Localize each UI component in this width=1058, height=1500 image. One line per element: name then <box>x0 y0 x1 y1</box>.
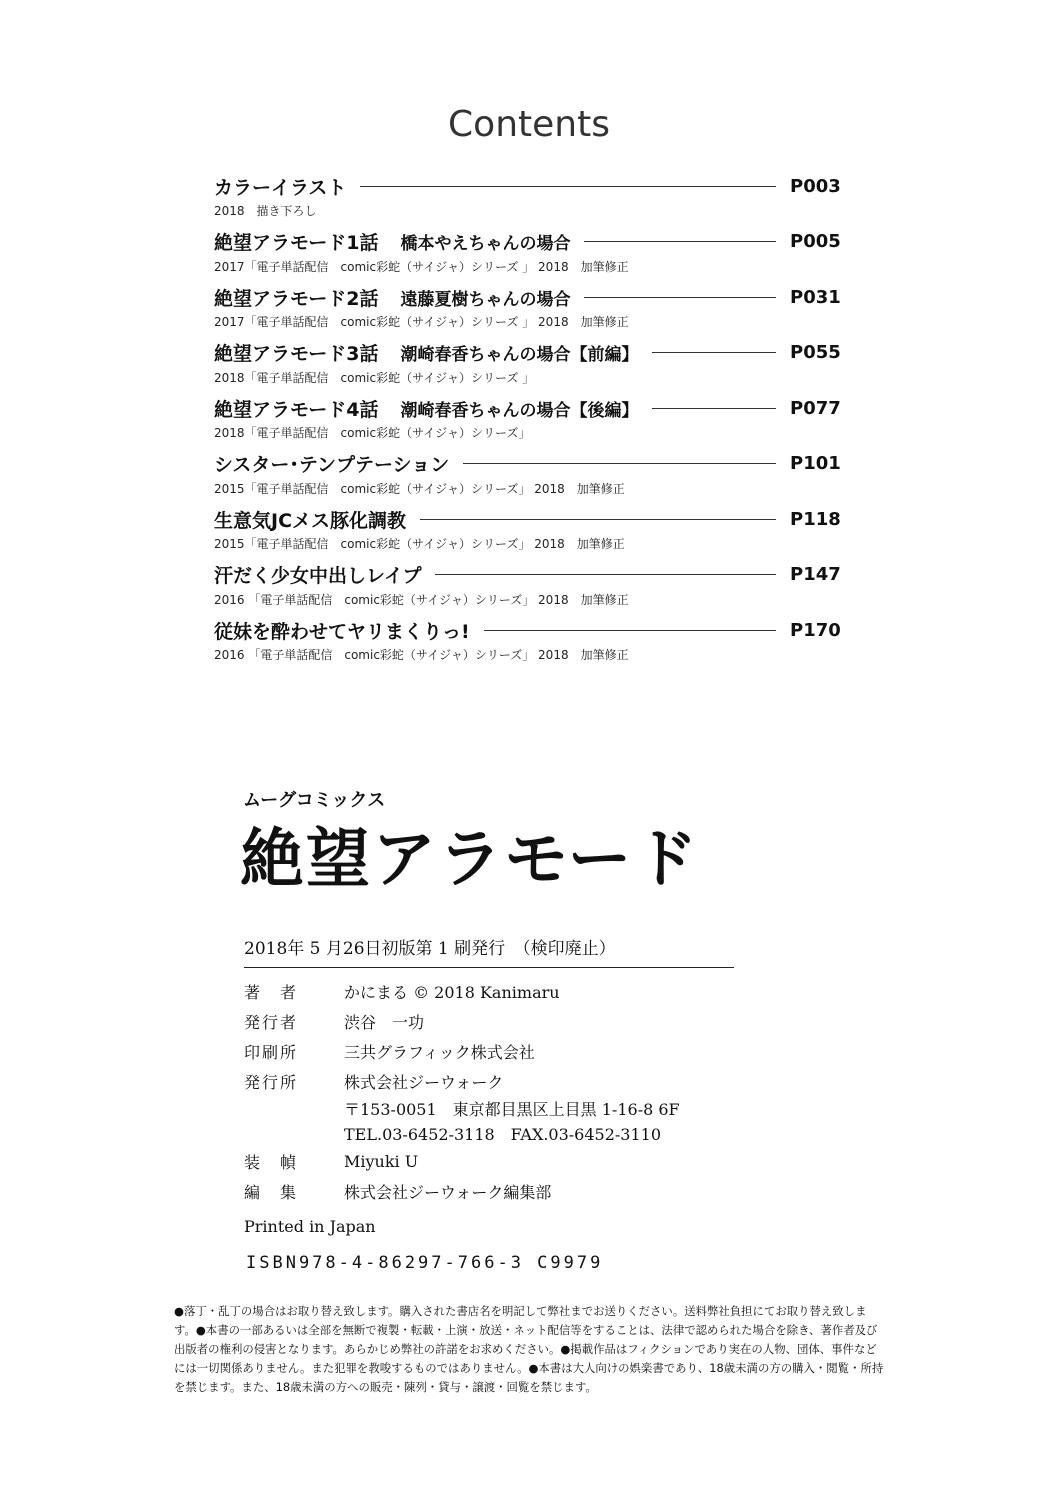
series-name: ムーグコミックス <box>243 790 386 811</box>
book-title: 絶望アラモード <box>240 823 700 897</box>
credit-author <box>244 976 744 1006</box>
toc-page: P147 <box>790 564 841 585</box>
toc-leader <box>435 574 776 575</box>
toc-leader <box>584 241 776 242</box>
credit-publisher <box>244 1006 744 1036</box>
toc-leader <box>360 186 776 187</box>
credit-printer <box>244 1036 744 1066</box>
colophon <box>244 934 744 1206</box>
toc-page: P101 <box>790 453 841 474</box>
toc-title: 生意気JCメス豚化調教 <box>214 509 407 532</box>
toc-leader <box>584 297 776 298</box>
publication-date: 2018年 5 月26日初版第 1 刷発行 （検印廃止） <box>244 934 734 968</box>
toc-entry[interactable] <box>214 172 841 228</box>
toc-leader <box>652 408 776 409</box>
credit-label: 著 者 <box>244 982 299 1002</box>
toc-entry[interactable] <box>214 228 841 284</box>
toc-note: 2017「電子単話配信 comic彩蛇（サイジャ）シリーズ 」 2018 加筆修正 <box>214 259 629 274</box>
toc-entry[interactable] <box>214 616 841 672</box>
toc-note: 2018 描き下ろし <box>214 204 317 218</box>
toc-title: 絶望アラモード4話 <box>214 398 379 421</box>
toc-subtitle: 橋本やえちゃんの場合 <box>400 234 571 254</box>
toc-leader <box>484 630 776 631</box>
toc-title: シスター･テンプテーション <box>214 454 450 476</box>
toc-page: P077 <box>790 397 841 419</box>
credit-editor <box>244 1176 744 1206</box>
credit-value: TEL.03-6452-3118 FAX.03-6452-3110 <box>344 1125 662 1144</box>
toc-note: 2015「電子単話配信 comic彩蛇（サイジャ）シリーズ」 2018 加筆修正 <box>214 481 625 496</box>
toc-title: 絶望アラモード1話 <box>214 232 379 254</box>
toc-title: 絶望アラモード2話 <box>214 287 379 310</box>
toc-entry[interactable] <box>214 283 841 339</box>
credit-publishing-house <box>244 1066 744 1096</box>
credit-address <box>244 1096 744 1121</box>
credit-design <box>244 1146 744 1176</box>
credit-value: 三共グラフィック株式会社 <box>344 1042 535 1062</box>
toc-note: 2018「電子単話配信 comic彩蛇（サイジャ）シリーズ 」 <box>214 370 535 385</box>
toc-page: P003 <box>790 175 841 197</box>
toc-page: P031 <box>790 286 841 308</box>
credit-value: 〒153-0051 東京都目黒区上目黒 1-16-8 6F <box>344 1100 680 1119</box>
toc-page: P170 <box>790 619 841 641</box>
credit-value: 渋谷 一功 <box>344 1012 425 1032</box>
isbn: ISBN978-4-86297-766-3 C9979 <box>246 1253 604 1273</box>
legal-notice: ●落丁・乱丁の場合はお取り替え致します。購入された書店名を明記して弊社までお送りください。送料弊社負担にてお取り替え致します。●本書の一部あるいは全部を無断で複製・転載・上演・放送・ネット配信等をすることは、法律で認められた場合を除き、著作者及び出版者の権利の侵害となります。あらかじめ弊社の許諾をお求めください。●掲載作品はフィクションであり実在の人物、団体、事件などには一切関係ありません。また犯罪を教唆するものではありません。●本書は大人向けの娯楽書であり、18歳未満の方の購入・閲覧・所持を禁じます。また、18歳未満の方への販売・陳列・貸与・譲渡・回覧を禁じます。 <box>174 1304 884 1394</box>
contents-heading: Contents <box>448 104 610 145</box>
toc-title: カラーイラスト <box>214 176 347 199</box>
toc-subtitle: 遠藤夏樹ちゃんの場合 <box>400 289 571 310</box>
toc-page: P005 <box>790 231 841 252</box>
toc-title: 絶望アラモード3話 <box>214 343 379 365</box>
toc-leader <box>420 519 776 520</box>
printed-in: Printed in Japan <box>244 1217 376 1236</box>
toc-title: 汗だく少女中出しレイプ <box>214 565 422 587</box>
credit-label: 発行者 <box>244 1012 299 1032</box>
toc-subtitle: 潮崎春香ちゃんの場合【前編】 <box>400 345 639 365</box>
toc-note: 2016 「電子単話配信 comic彩蛇（サイジャ）シリーズ」 2018 加筆修正 <box>214 648 629 662</box>
toc-note: 2015「電子単話配信 comic彩蛇（サイジャ）シリーズ」 2018 加筆修正 <box>214 537 625 551</box>
toc-note: 2017「電子単話配信 comic彩蛇（サイジャ）シリーズ 」 2018 加筆修正 <box>214 315 629 329</box>
toc-entry[interactable] <box>214 561 841 617</box>
toc-entry[interactable] <box>214 505 841 561</box>
toc-leader <box>463 463 776 464</box>
toc-page: P118 <box>790 508 841 530</box>
credit-value: 株式会社ジーウォーク <box>344 1072 504 1092</box>
toc-entry[interactable] <box>214 339 841 395</box>
credit-value: かにまる © 2018 Kanimaru <box>344 982 560 1002</box>
credit-value: Miyuki U <box>344 1151 419 1171</box>
credit-label: 編 集 <box>244 1182 299 1202</box>
toc-note: 2016 「電子単話配信 comic彩蛇（サイジャ）シリーズ」 2018 加筆修正 <box>214 592 629 607</box>
credit-phone <box>244 1121 744 1146</box>
toc-entry[interactable] <box>214 450 841 506</box>
toc-note: 2018「電子単話配信 comic彩蛇（サイジャ）シリーズ」 <box>214 426 531 440</box>
credit-label: 印刷所 <box>244 1042 299 1062</box>
toc-page: P055 <box>790 342 841 363</box>
toc-title: 従妹を酔わせてヤリまくりっ! <box>214 620 470 643</box>
toc-subtitle: 潮崎春香ちゃんの場合【後編】 <box>400 400 639 421</box>
credit-label: 発行所 <box>244 1072 299 1092</box>
toc-leader <box>652 352 776 353</box>
credit-label: 装 幀 <box>244 1152 299 1172</box>
table-of-contents <box>214 172 841 672</box>
toc-entry[interactable] <box>214 394 841 450</box>
credit-value: 株式会社ジーウォーク編集部 <box>344 1182 552 1202</box>
